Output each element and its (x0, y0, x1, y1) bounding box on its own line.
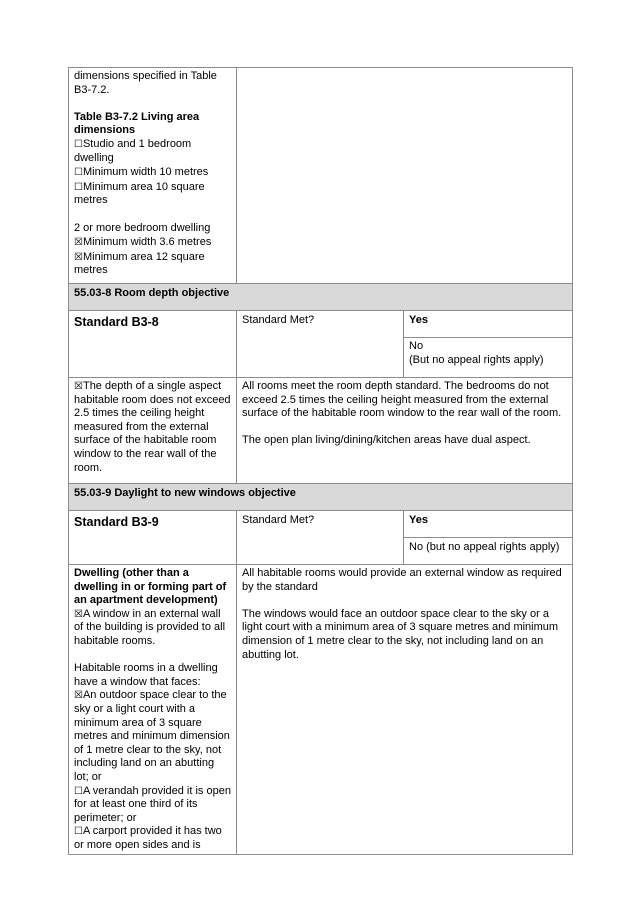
standard-label: Standard B3-9 (69, 511, 237, 565)
living-area-row (69, 68, 573, 284)
no-label: No (409, 340, 424, 352)
checkbox-checked-icon[interactable]: ☒ (74, 608, 83, 620)
checkbox-item: ☐A verandah provided it is open for at least one third of its perimeter; or (74, 784, 231, 824)
assessment-paragraph: All rooms meet the room depth standard. The bedrooms do not exceed 2.5 times the ceiling height measured from the external surface of the habitable room window to the rear wall of the room. (242, 380, 562, 420)
standard-met-label: Standard Met? (237, 311, 404, 378)
checkbox-unchecked-icon[interactable]: ☐ (74, 181, 83, 193)
yes-option[interactable]: Yes (404, 311, 573, 338)
checkbox-checked-icon[interactable]: ☒ (74, 237, 83, 249)
checkbox-item: ☒An outdoor space clear to the sky or a light court with a minimum area of 3 square metres and minimum dimension of 1 metre clear to the sky, not including land on an abutting lot; or (74, 689, 230, 783)
assessment-paragraph: The open plan living/dining/kitchen areas have dual aspect. (242, 434, 531, 447)
checkbox-item: ☒A window in an external wall of the building is provided to all habitable rooms. (74, 607, 226, 647)
no-label-note: (But no appeal rights apply) (409, 353, 544, 366)
room-depth-row (69, 378, 573, 484)
no-option[interactable]: No (but no appeal rights apply) (404, 538, 573, 565)
section-header-row (69, 284, 573, 311)
assessment-table (68, 67, 573, 855)
section-header: 55.03-8 Room depth objective (69, 284, 573, 311)
checkbox-item: ☒Minimum width 3.6 metres (74, 236, 212, 249)
room-depth-requirement: ☒The depth of a single aspect habitable room does not exceed 2.5 times the ceiling height measured from the external surface of the habitable room window to the rear wall of the room. (69, 378, 237, 484)
assessment-paragraph: All habitable rooms would provide an external window as required by the standard (242, 567, 562, 593)
section-header-row (69, 484, 573, 511)
section-header: 55.03-9 Daylight to new windows objective (69, 484, 573, 511)
checkbox-unchecked-icon[interactable]: ☐ (74, 138, 83, 150)
room-depth-assessment (237, 378, 573, 484)
living-area-assessment (237, 68, 573, 284)
intro-line: dimensions specified in Table (74, 70, 217, 82)
checkbox-item: ☐Minimum width 10 metres (74, 166, 209, 179)
checkbox-unchecked-icon[interactable]: ☐ (74, 785, 83, 797)
living-area-requirements (69, 68, 237, 284)
intro-line: B3-7.2. (74, 83, 110, 96)
checkbox-item: ☐Studio and 1 bedroom dwelling (74, 137, 192, 164)
checkbox-unchecked-icon[interactable]: ☐ (74, 826, 83, 838)
requirement-title: Dwelling (other than a dwelling in or forming part of an apartment development) (74, 567, 227, 607)
checkbox-item: ☐Minimum area 10 square metres (74, 180, 205, 207)
standard-row (69, 311, 573, 338)
checkbox-checked-icon[interactable]: ☒ (74, 690, 83, 702)
requirement-subhead: Habitable rooms in a dwelling have a window that faces: (74, 662, 218, 688)
checkbox-checked-icon[interactable]: ☒ (74, 251, 83, 263)
checkbox-item: ☒Minimum area 12 square metres (74, 250, 205, 277)
daylight-assessment (237, 565, 573, 855)
assessment-document (68, 67, 572, 855)
daylight-row (69, 565, 573, 855)
daylight-requirements (69, 565, 237, 855)
checkbox-unchecked-icon[interactable]: ☐ (74, 167, 83, 179)
checkbox-checked-icon[interactable]: ☒ (74, 381, 83, 392)
group-label: 2 or more bedroom dwelling (74, 221, 211, 234)
standard-row (69, 511, 573, 538)
yes-option[interactable]: Yes (404, 511, 573, 538)
no-option[interactable] (404, 338, 573, 378)
assessment-paragraph: The windows would face an outdoor space clear to the sky or a light court with a minimum area of 3 square metres and minimum dimension of 1 metre clear to the sky, not including land on an abutting lot. (242, 607, 559, 661)
checkbox-item: ☐A carport provided it has two or more open sides and is (74, 825, 222, 851)
table-title: Table B3-7.2 Living area dimensions (74, 110, 200, 137)
standard-label: Standard B3-8 (69, 311, 237, 378)
standard-met-label: Standard Met? (237, 511, 404, 565)
